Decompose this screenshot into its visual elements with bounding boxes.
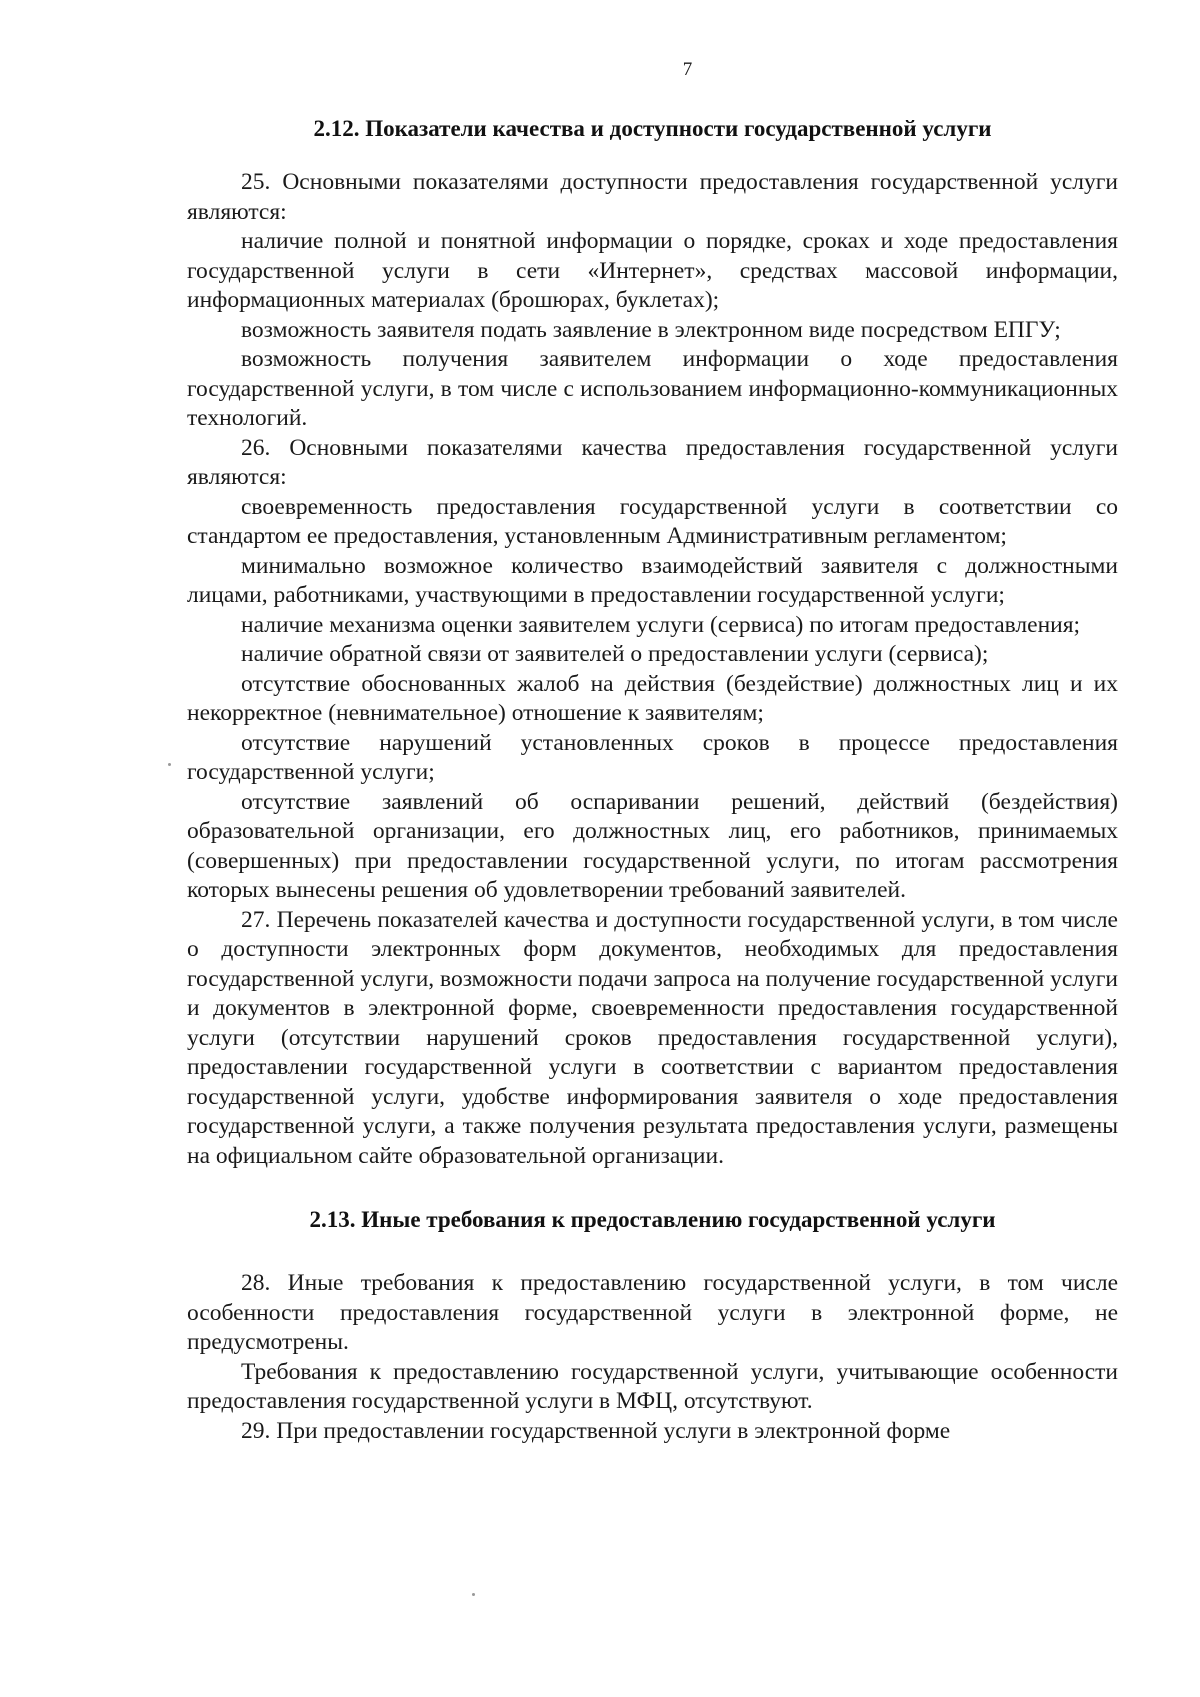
paragraph: отсутствие заявлений об оспаривании решений, действий (бездействия) образовательной организации, его должностных лиц, его работников, принимаемых (совершенных) при предоставлении государственной услуги, по итогам рассмотрения которых вынесены решения об удовлетворении требований заявителей.	[187, 788, 1118, 903]
section-heading-2-13: 2.13. Иные требования к предоставлению государственной услуги	[309, 1207, 996, 1232]
paragraph: отсутствие нарушений установленных сроков в процессе предоставления государственной услуги;	[187, 729, 1118, 785]
paragraph: наличие полной и понятной информации о порядке, сроках и ходе предоставления государственной услуги в сети «Интернет», средствах массовой информации, информационных материалах (брошюрах, буклетах);	[187, 228, 1118, 313]
paragraph: 25. Основными показателями доступности предоставления государственной услуги являются:	[187, 169, 1118, 225]
paragraph: своевременность предоставления государственной услуги в соответствии со стандартом ее предоставления, установленным Административным регламентом;	[187, 493, 1118, 549]
paragraph: 28. Иные требования к предоставлению государственной услуги, в том числе особенности предоставления государственной услуги в электронной форме, не предусмотрены.	[187, 1270, 1118, 1355]
page-number: 7	[682, 59, 693, 80]
paragraph: 27. Перечень показателей качества и доступности государственной услуги, в том числе о доступности электронных форм документов, необходимых для предоставления государственной услуги, возможности подачи запроса на получение государственной услуги и документов в электронной форме, своевременности предоставления государственной услуги (отсутствии нарушений сроков предоставления государственной услуги), предоставлении государственной услуги в соответствии с вариантом предоставления государственной услуги, удобстве информирования заявителя о ходе предоставления государственной услуги, а также получения результата предоставления услуги, размещены на официальном сайте образовательной организации.	[187, 906, 1118, 1169]
paragraph: Требования к предоставлению государственной услуги, учитывающие особенности предоставления государственной услуги в МФЦ, отсутствуют.	[187, 1358, 1118, 1414]
paragraph: наличие обратной связи от заявителей о предоставлении услуги (сервиса);	[241, 641, 989, 667]
paragraph: отсутствие обоснованных жалоб на действия (бездействие) должностных лиц и их некорректное (невнимательное) отношение к заявителям;	[187, 670, 1118, 726]
paragraph: наличие механизма оценки заявителем услуги (сервиса) по итогам предоставления;	[241, 611, 1081, 638]
section-heading-2-12: 2.12. Показатели качества и доступности государственной услуги	[313, 116, 992, 141]
paragraph: минимально возможное количество взаимодействий заявителя с должностными лицами, работниками, участвующими в предоставлении государственной услуги;	[187, 552, 1118, 608]
paragraph: возможность получения заявителем информации о ходе предоставления государственной услуги, в том числе с использованием информационно-коммуникационных технологий.	[187, 346, 1118, 431]
scan-speck	[168, 763, 171, 766]
paragraph: 29. При предоставлении государственной услуги в электронной форме	[241, 1417, 951, 1444]
paragraph: 26. Основными показателями качества предоставления государственной услуги являются:	[187, 434, 1118, 490]
scan-speck	[472, 1593, 475, 1596]
paragraph: возможность заявителя подать заявление в электронном виде посредством ЕПГУ;	[241, 316, 1061, 343]
